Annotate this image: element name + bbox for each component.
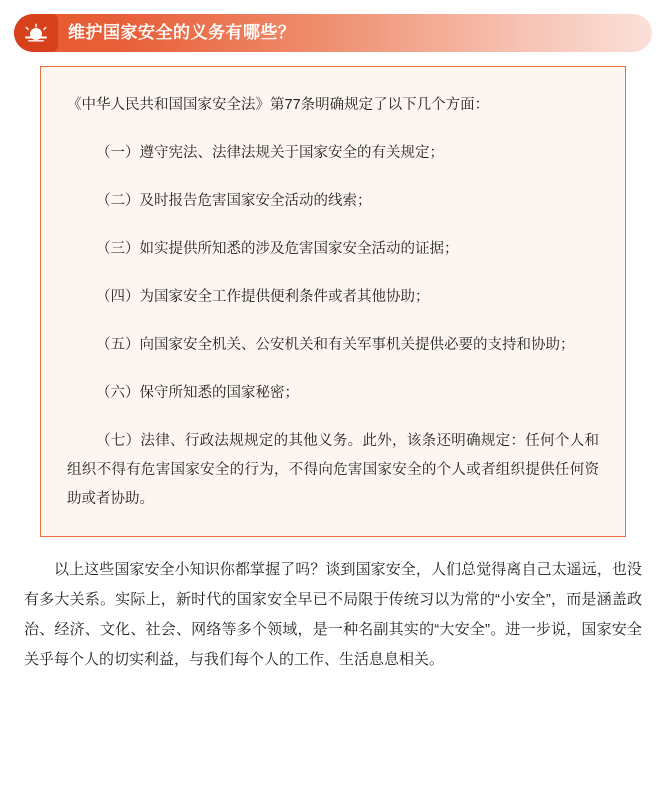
article-page xyxy=(0,14,666,810)
law-item-3: （三）如实提供所知悉的涉及危害国家安全活动的证据； xyxy=(96,241,459,257)
header-badge xyxy=(14,14,58,52)
law-item-1: （一）遵守宪法、法律法规关于国家安全的有关规定； xyxy=(96,145,444,161)
page-title: 维护国家安全的义务有哪些？ xyxy=(68,23,296,42)
law-item-6: （六）保守所知悉的国家秘密； xyxy=(96,385,299,401)
section-header xyxy=(14,14,652,52)
sunrise-icon xyxy=(23,23,49,43)
law-quote-box xyxy=(40,66,626,537)
law-item-5: （五）向国家安全机关、公安机关和有关军事机关提供必要的支持和协助； xyxy=(96,337,575,353)
closing-paragraph: 以上这些国家安全小知识你都掌握了吗？谈到国家安全，人们总觉得离自己太遥远，也没有多大关系。实际上，新时代的国家安全早已不局限于传统习以为常的“小安全”，而是涵盖政治、经济、文化、社会、网络等多个领域，是一种名副其实的“大安全”。进一步说，国家安全关乎每个人的切实利益，与我们每个人的工作、生活息息相关。 xyxy=(24,561,642,668)
law-lead-text: 《中华人民共和国国家安全法》第77条明确规定了以下几个方面： xyxy=(67,97,490,113)
law-item-2: （二）及时报告危害国家安全活动的线索； xyxy=(96,193,372,209)
law-item-7: （七）法律、行政法规规定的其他义务。此外，该条还明确规定：任何个人和组织不得有危害国家安全的行为，不得向危害国家安全的个人或者组织提供任何资助或者协助。 xyxy=(67,433,599,507)
law-item-4: （四）为国家安全工作提供便利条件或者其他协助； xyxy=(96,289,430,305)
